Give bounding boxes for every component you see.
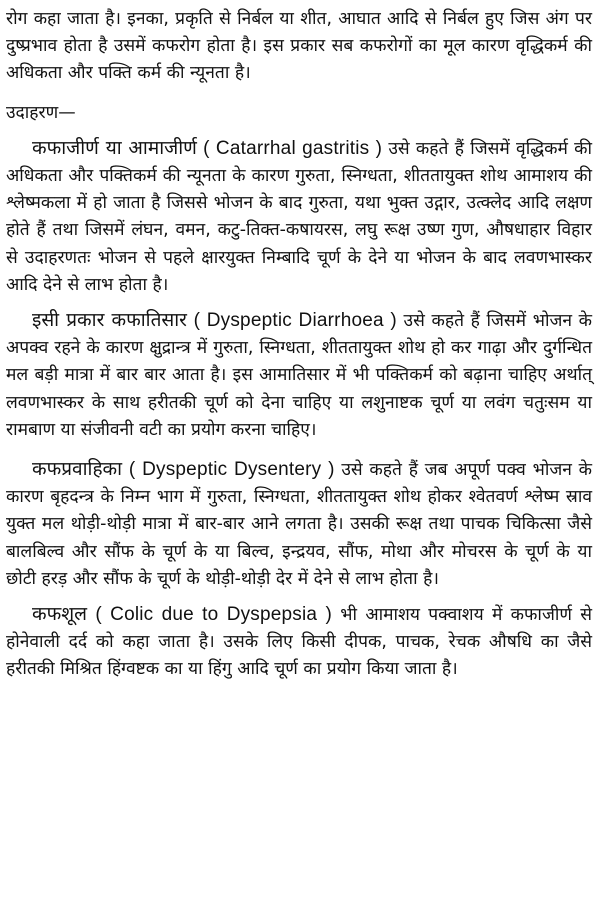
english-term: ( Dyspeptic Dysentery ) — [128, 459, 335, 481]
intro-paragraph: रोग कहा जाता है। इनका, प्रकृति से निर्बल या शीत, आघात आदि से निर्बल हुए जिस अंग पर दुष्प्रभाव होता है उसमें कफरोग होता है। इस प्रकार सब कफरोगों का मूल कारण वृद्धिकर्म की अधिकता और पक्ति कर्म की न्यूनता है। — [6, 9, 592, 84]
paragraph-dyspeptic-diarrhoea — [6, 307, 592, 444]
paragraph-dyspeptic-dysentery — [6, 456, 592, 593]
paragraph-body: भी आमाशय पक्वाशय में कफाजीर्ण से होनेवाली दर्द को कहा जाता है। उसके लिए किसी दीपक, पाचक, रेचक औषधि का जैसे हरीतकी मिश्रित हिंग्वष्टक का या हिंगु आदि चूर्ण का प्रयोग किया जाता है। — [6, 605, 592, 680]
english-term: ( Colic due to Dyspepsia ) — [95, 604, 332, 626]
paragraph-body: उसे कहते हैं जिसमें भोजन के अपक्व रहने के कारण क्षुद्रान्त्र में गुरुता, स्निग्धता, शीततायुक्त शोथ हो कर गाढ़ा और दुर्गन्धित मल बड़ी मात्रा में बार बार आता है। इस आमातिसार में भी पक्तिकर्म को बढ़ाना चाहिए अर्थात् लवणभास्कर के साथ हरीतकी चूर्ण को देना चाहिए या लशुनाष्टक चूर्ण या लवंग चतुःसम या रामबाण या संजीवनी वटी का प्रयोग करना चाहिए। — [6, 311, 592, 440]
section-heading: उदाहरण— — [6, 102, 76, 123]
term-kaphajirna: कफाजीर्ण या आमाजीर्ण — [32, 136, 197, 159]
paragraph-body: उसे कहते हैं जब अपूर्ण पक्व भोजन के कारण बृहदन्त्र के निम्न भाग में गुरुता, स्निग्धता, शीततायुक्त शोथ होकर श्वेतवर्ण श्लेष्म स्राव युक्त मल थोड़ी-थोड़ी मात्रा में बार-बार आने लगता है। उसकी रूक्ष तथा पाचक चिकित्सा जैसे बालबिल्व और सौंफ के चूर्ण के या बिल्व, इन्द्रयव, सौंफ, मोथा और मोचरस के चूर्ण के या छोटी हरड़ और सौंफ के चूर्ण के थोड़ी-थोड़ी देर में देने से लाभ होता है। — [6, 460, 593, 589]
paragraph-catarrhal-gastritis — [6, 135, 592, 299]
paragraph-body: उसे कहते हैं जिसमें वृद्धिकर्म की अधिकता और पक्तिकर्म की न्यूनता के कारण गुरुता, स्निग्धता, शीततायुक्त शोथ आमाशय की श्लेष्मकला में हो जाता है जिससे भोजन के बाद गुरुता, यथा भुक्त उद्गार, उत्क्लेद आदि लक्षण होते हैं तथा जिसमें लंघन, वमन, कटु-तिक्त-कषायरस, लघु रूक्ष उष्ण गुण, औषधाहार विहार से उदाहरणतः भोजन से पहले क्षारयुक्त निम्बादि चूर्ण के देने या भोजन के बाद लवणभास्कर आदि देने से लाभ होता है। — [6, 138, 592, 295]
english-term: ( Dyspeptic Diarrhoea ) — [193, 310, 397, 332]
term-kaphashula: कफशूल — [32, 603, 88, 626]
term-kaphatisara: इसी प्रकार कफातिसार — [32, 309, 187, 332]
english-term: ( Catarrhal gastritis ) — [203, 137, 383, 159]
paragraph-colic — [6, 601, 592, 684]
term-kaphapravahika: कफप्रवाहिका — [32, 458, 123, 481]
